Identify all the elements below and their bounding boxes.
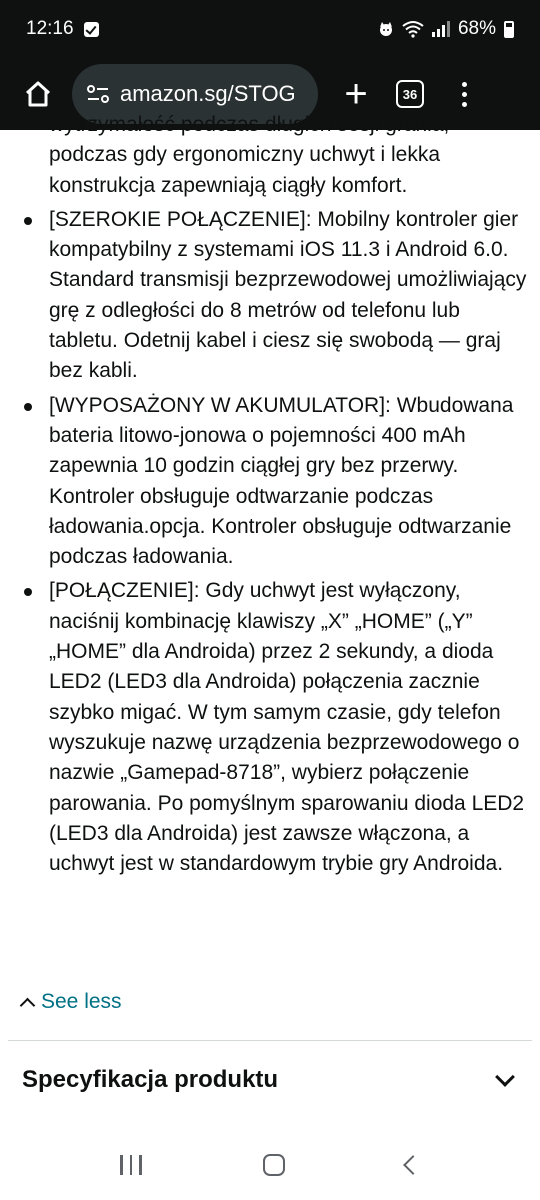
new-tab-button[interactable]: + [344, 72, 368, 116]
url-text: amazon.sg/STOG [120, 81, 296, 106]
home-nav-button[interactable] [263, 1154, 285, 1176]
see-less-label: See less [41, 990, 122, 1013]
bullet-dot [24, 403, 32, 411]
list-item: wytrzymałość podczas długich sesji grania, podczas gdy ergonomiczny uchwyt i lekka konstrukcja zapewniają ciągły komfort. [49, 113, 450, 197]
tab-switcher-button[interactable]: 36 [396, 80, 424, 108]
status-bar [0, 0, 540, 58]
product-description [0, 113, 540, 1130]
see-less-link[interactable] [22, 990, 122, 1014]
cat-notification-icon [378, 21, 394, 37]
chevron-up-icon [20, 997, 36, 1013]
bullet-dot [24, 217, 32, 225]
battery-percent: 68% [457, 18, 496, 39]
divider [8, 1040, 532, 1041]
feature-bullets [0, 110, 540, 883]
signal-icon [432, 21, 450, 37]
system-nav-bar [0, 1130, 540, 1200]
back-button[interactable] [403, 1155, 423, 1175]
status-left [26, 18, 99, 40]
specification-section-toggle[interactable] [22, 1066, 518, 1094]
list-item: [SZEROKIE POŁĄCZENIE]: Mobilny kontroler gier kompatybilny z systemami iOS 11.3 i Android 6.0. Standard transmisji bezprzewodowej umożliwiający grę z odległości do 8 metrów od telefonu lub tabletu. Odetnij kabel i ciesz się swobodą — graj bez kabli. [0, 205, 540, 387]
more-menu-button[interactable] [462, 82, 467, 107]
section-title: Specyfikacja produktu [22, 1066, 279, 1093]
battery-icon [504, 21, 514, 38]
site-settings-icon [86, 84, 110, 104]
notification-check-icon [84, 22, 99, 37]
list-item: [POŁĄCZENIE]: Gdy uchwyt jest wyłączony, naciśnij kombinację klawiszy „X” „HOME” („Y” „HOME” dla Androida) przez 2 sekundy, a dioda LED2 (LED3 dla Androida) połączenia zacznie szybko migać. W tym samym czasie, gdy telefon wyszukuje nazwę urządzenia bezprzewodowego o nazwie „Gamepad-8718”, wybierz połączenie parowania. Po pomyślnym sparowaniu dioda LED2 (LED3 dla Androida) jest zawsze włączona, a uchwyt jest w standardowym trybie gry Androida. [0, 576, 540, 879]
status-time: 12:16 [26, 18, 74, 39]
wifi-icon [402, 20, 424, 38]
status-right [378, 18, 514, 40]
bullet-dot [24, 588, 32, 596]
recents-button[interactable] [120, 1155, 142, 1175]
list-item: [WYPOSAŻONY W AKUMULATOR]: Wbudowana bateria litowo-jonowa o pojemności 400 mAh zapewnia 10 godzin ciągłej gry bez przerwy. Kontroler obsługuje odtwarzanie podczas ładowania.opcja. Kontroler obsługuje odtwarzanie podczas ładowania. [0, 391, 540, 573]
home-icon [23, 79, 53, 109]
chevron-down-icon [495, 1067, 515, 1087]
